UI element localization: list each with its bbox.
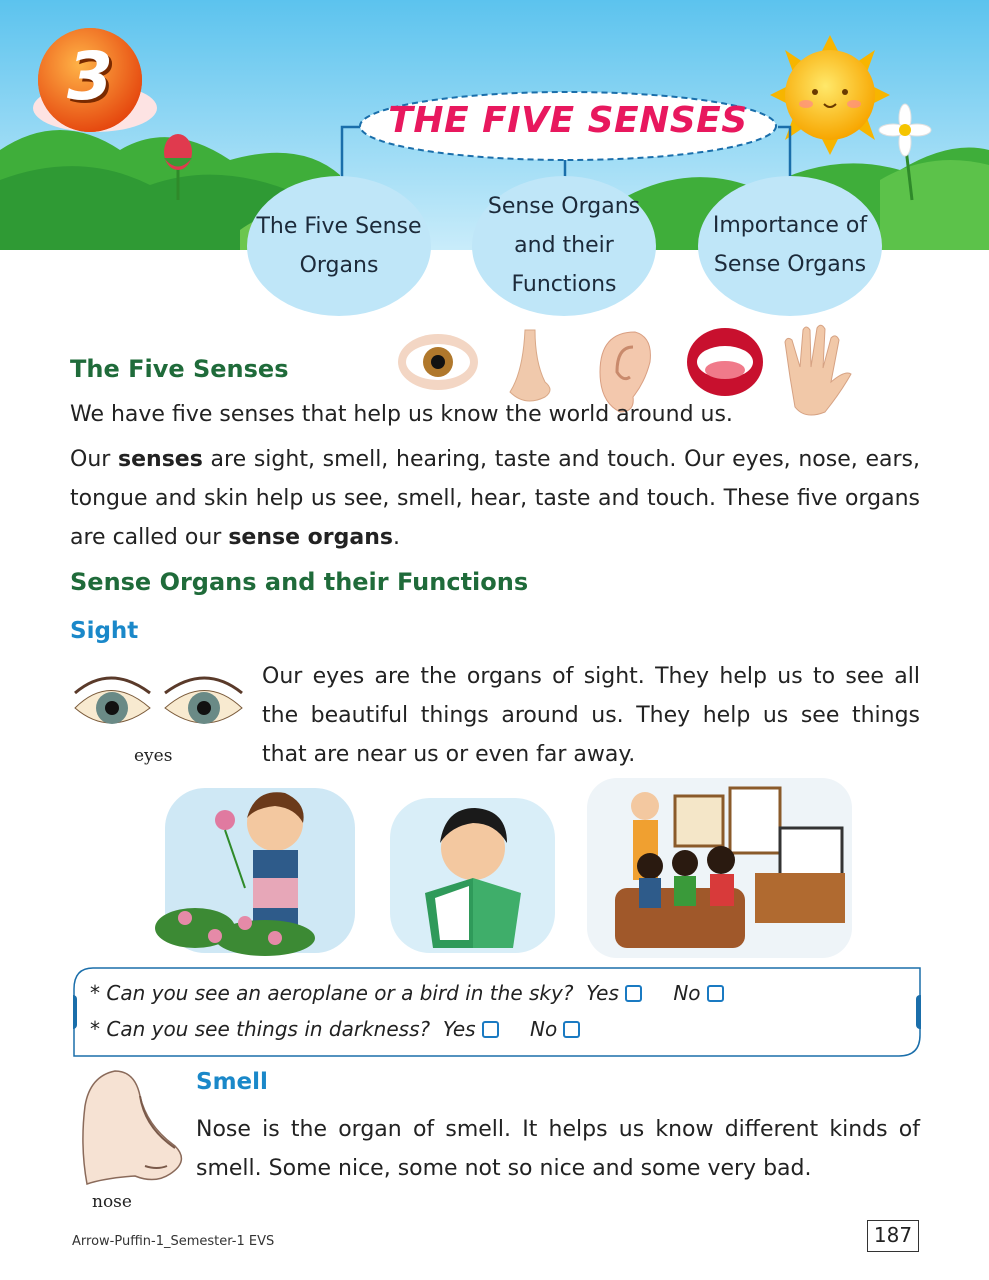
no-checkbox-q1[interactable] — [707, 985, 724, 1002]
eyes-illustration — [70, 668, 250, 748]
question-aeroplane: * Can you see an aeroplane or a bird in the sky? Yes No — [90, 981, 730, 1005]
topic-label: The Five Sense Organs — [256, 214, 422, 278]
chapter-title-container — [358, 90, 778, 162]
boy-reading-illustration — [390, 798, 555, 953]
nose-icon — [510, 330, 550, 401]
chapter-title: THE FIVE SENSES — [388, 100, 748, 141]
smell-paragraph: Nose is the organ of smell. It helps us know different kinds of smell. Some nice, some not so nice and some very bad. — [196, 1117, 920, 1181]
yes-checkbox-q1[interactable] — [625, 985, 642, 1002]
question-darkness: * Can you see things in darkness? Yes No — [90, 1017, 586, 1041]
section-heading-functions: Sense Organs and their Functions — [70, 568, 529, 596]
left-eye-icon — [75, 678, 150, 724]
mouth-icon — [687, 328, 763, 396]
topic-label: Sense Organs and their Functions — [487, 193, 641, 297]
page-number: 187 — [867, 1220, 919, 1252]
eye-icon — [398, 334, 478, 390]
senses-paragraph: Our senses are sight, smell, hearing, taste and touch. Our eyes, nose, ears, tongue and skin help us see, smell, hear, taste and touch. These five organs are called our sense organs. — [70, 447, 920, 550]
boy-with-flower-illustration — [155, 788, 355, 956]
topic-bubble-1 — [249, 178, 429, 314]
nose-illustration — [75, 1066, 190, 1191]
family-watching-tv-illustration — [587, 778, 852, 958]
sight-activities-illustration — [155, 778, 855, 960]
topic-bubble-3 — [700, 177, 880, 313]
chapter-number-badge — [36, 24, 156, 134]
chapter-number: 3 — [67, 38, 113, 115]
yes-checkbox-q2[interactable] — [482, 1021, 499, 1038]
nose-caption: nose — [92, 1192, 132, 1212]
book-footer: Arrow-Puffin-1_Semester-1 EVS — [72, 1234, 275, 1249]
sun-icon — [770, 35, 890, 155]
eyes-caption: eyes — [134, 746, 173, 766]
intro-paragraph: We have five senses that help us know the world around us. — [70, 402, 733, 427]
topic-label: Importance of Sense Organs — [712, 213, 868, 277]
subheading-smell: Smell — [196, 1069, 268, 1095]
topic-bubble-2 — [474, 177, 654, 313]
bold-term-senses: senses — [118, 447, 203, 472]
sight-paragraph: Our eyes are the organs of sight. They help us to see all the beautiful things around us. They help us see things that are near us or even far away. — [262, 664, 920, 767]
bold-term-sense-organs: sense organs — [228, 525, 393, 550]
right-eye-icon — [165, 678, 242, 724]
no-checkbox-q2[interactable] — [563, 1021, 580, 1038]
subheading-sight: Sight — [70, 618, 139, 644]
section-heading-five-senses: The Five Senses — [70, 355, 289, 383]
